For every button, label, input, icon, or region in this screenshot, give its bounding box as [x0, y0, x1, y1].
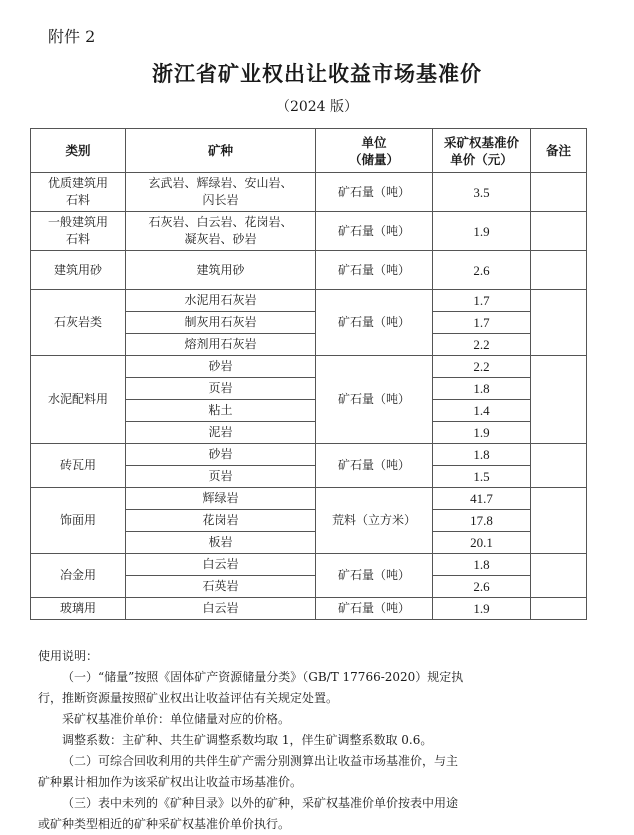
- price-cell: 17.8: [433, 510, 531, 532]
- edition-label: （2024 版）: [275, 99, 359, 115]
- unit-cell: 矿石量（吨）: [316, 598, 433, 620]
- unit-cell: 矿石量（吨）: [316, 251, 433, 290]
- table-row: [31, 598, 587, 620]
- mineral-cell: 玄武岩、辉绿岩、安山岩、 闪长岩: [126, 173, 316, 212]
- price-cell: 3.5: [433, 173, 531, 212]
- category-cell: 玻璃用: [31, 598, 126, 620]
- mineral-cell: 花岗岩: [126, 510, 316, 532]
- table-header-row: [31, 129, 587, 173]
- document-title: 浙江省矿业权出让收益市场基准价: [152, 61, 482, 86]
- mineral-cell: 粘土: [126, 400, 316, 422]
- price-cell: 1.9: [433, 422, 531, 444]
- category-cell: 优质建筑用 石料: [31, 173, 126, 212]
- mineral-cell: 白云岩: [126, 598, 316, 620]
- mineral-cell: 石英岩: [126, 576, 316, 598]
- note-2-line-1: （二）可综合回收利用的共伴生矿产需分别测算出让收益市场基准价，与主: [62, 754, 459, 768]
- header-unit: 单位 （储量）: [316, 129, 433, 173]
- header-remark: 备注: [531, 129, 587, 173]
- table-row: [31, 173, 587, 212]
- table-row: [31, 444, 587, 466]
- remark-cell: [531, 488, 587, 554]
- remark-cell: [531, 554, 587, 598]
- unit-cell: 矿石量（吨）: [316, 290, 433, 356]
- notes-heading: 使用说明：: [38, 649, 99, 663]
- mineral-cell: 砂岩: [126, 356, 316, 378]
- note-2-line-2: 矿种累计相加作为该采矿权出让收益市场基准价。: [38, 775, 303, 789]
- price-cell: 2.6: [433, 251, 531, 290]
- price-cell: 1.7: [433, 312, 531, 334]
- price-cell: 1.7: [433, 290, 531, 312]
- table-row: [31, 212, 587, 251]
- attachment-label: 附件 2: [48, 27, 96, 46]
- mineral-cell: 建筑用砂: [126, 251, 316, 290]
- table-row: [31, 554, 587, 576]
- unit-cell: 矿石量（吨）: [316, 212, 433, 251]
- mineral-cell: 白云岩: [126, 554, 316, 576]
- price-cell: 2.2: [433, 356, 531, 378]
- header-price: 采矿权基准价 单价（元）: [433, 129, 531, 173]
- mineral-cell: 辉绿岩: [126, 488, 316, 510]
- table-row: [31, 290, 587, 312]
- note-1-line-4: 调整系数：主矿种、共生矿调整系数均取 1，伴生矿调整系数取 0.6。: [62, 733, 433, 747]
- price-table: [30, 128, 587, 620]
- usage-notes: [38, 646, 598, 835]
- price-cell: 1.5: [433, 466, 531, 488]
- remark-cell: [531, 173, 587, 212]
- price-cell: 1.9: [433, 598, 531, 620]
- price-cell: 2.6: [433, 576, 531, 598]
- remark-cell: [531, 598, 587, 620]
- price-cell: 1.4: [433, 400, 531, 422]
- mineral-cell: 水泥用石灰岩: [126, 290, 316, 312]
- table-row: [31, 488, 587, 510]
- price-cell: 1.9: [433, 212, 531, 251]
- category-cell: 砖瓦用: [31, 444, 126, 488]
- unit-cell: 矿石量（吨）: [316, 173, 433, 212]
- table-row: [31, 251, 587, 290]
- mineral-cell: 页岩: [126, 378, 316, 400]
- price-cell: 1.8: [433, 444, 531, 466]
- header-category: 类别: [31, 129, 126, 173]
- price-cell: 1.8: [433, 554, 531, 576]
- mineral-cell: 制灰用石灰岩: [126, 312, 316, 334]
- note-1-line-2: 行，推断资源量按照矿业权出让收益评估有关规定处置。: [38, 691, 339, 705]
- price-cell: 20.1: [433, 532, 531, 554]
- note-3-line-2: 或矿种类型相近的矿种采矿权基准价单价执行。: [38, 817, 291, 831]
- price-cell: 1.8: [433, 378, 531, 400]
- category-cell: 建筑用砂: [31, 251, 126, 290]
- unit-cell: 矿石量（吨）: [316, 554, 433, 598]
- price-cell: 2.2: [433, 334, 531, 356]
- remark-cell: [531, 212, 587, 251]
- note-1-line-1: （一）“储量”按照《固体矿产资源储量分类》（GB/T 17766-2020）规定执: [62, 670, 464, 684]
- unit-cell: 矿石量（吨）: [316, 444, 433, 488]
- category-cell: 饰面用: [31, 488, 126, 554]
- mineral-cell: 页岩: [126, 466, 316, 488]
- category-cell: 冶金用: [31, 554, 126, 598]
- unit-cell: 矿石量（吨）: [316, 356, 433, 444]
- remark-cell: [531, 290, 587, 356]
- category-cell: 水泥配料用: [31, 356, 126, 444]
- note-1-line-3: 采矿权基准价单价：单位储量对应的价格。: [62, 712, 291, 726]
- mineral-cell: 泥岩: [126, 422, 316, 444]
- mineral-cell: 石灰岩、白云岩、花岗岩、 凝灰岩、砂岩: [126, 212, 316, 251]
- note-3-line-1: （三）表中未列的《矿种目录》以外的矿种，采矿权基准价单价按表中用途: [62, 796, 459, 810]
- category-cell: 一般建筑用 石料: [31, 212, 126, 251]
- price-cell: 41.7: [433, 488, 531, 510]
- mineral-cell: 砂岩: [126, 444, 316, 466]
- table-row: [31, 356, 587, 378]
- unit-cell: 荒料（立方米）: [316, 488, 433, 554]
- mineral-cell: 熔剂用石灰岩: [126, 334, 316, 356]
- header-mineral: 矿种: [126, 129, 316, 173]
- category-cell: 石灰岩类: [31, 290, 126, 356]
- mineral-cell: 板岩: [126, 532, 316, 554]
- remark-cell: [531, 356, 587, 444]
- remark-cell: [531, 444, 587, 488]
- remark-cell: [531, 251, 587, 290]
